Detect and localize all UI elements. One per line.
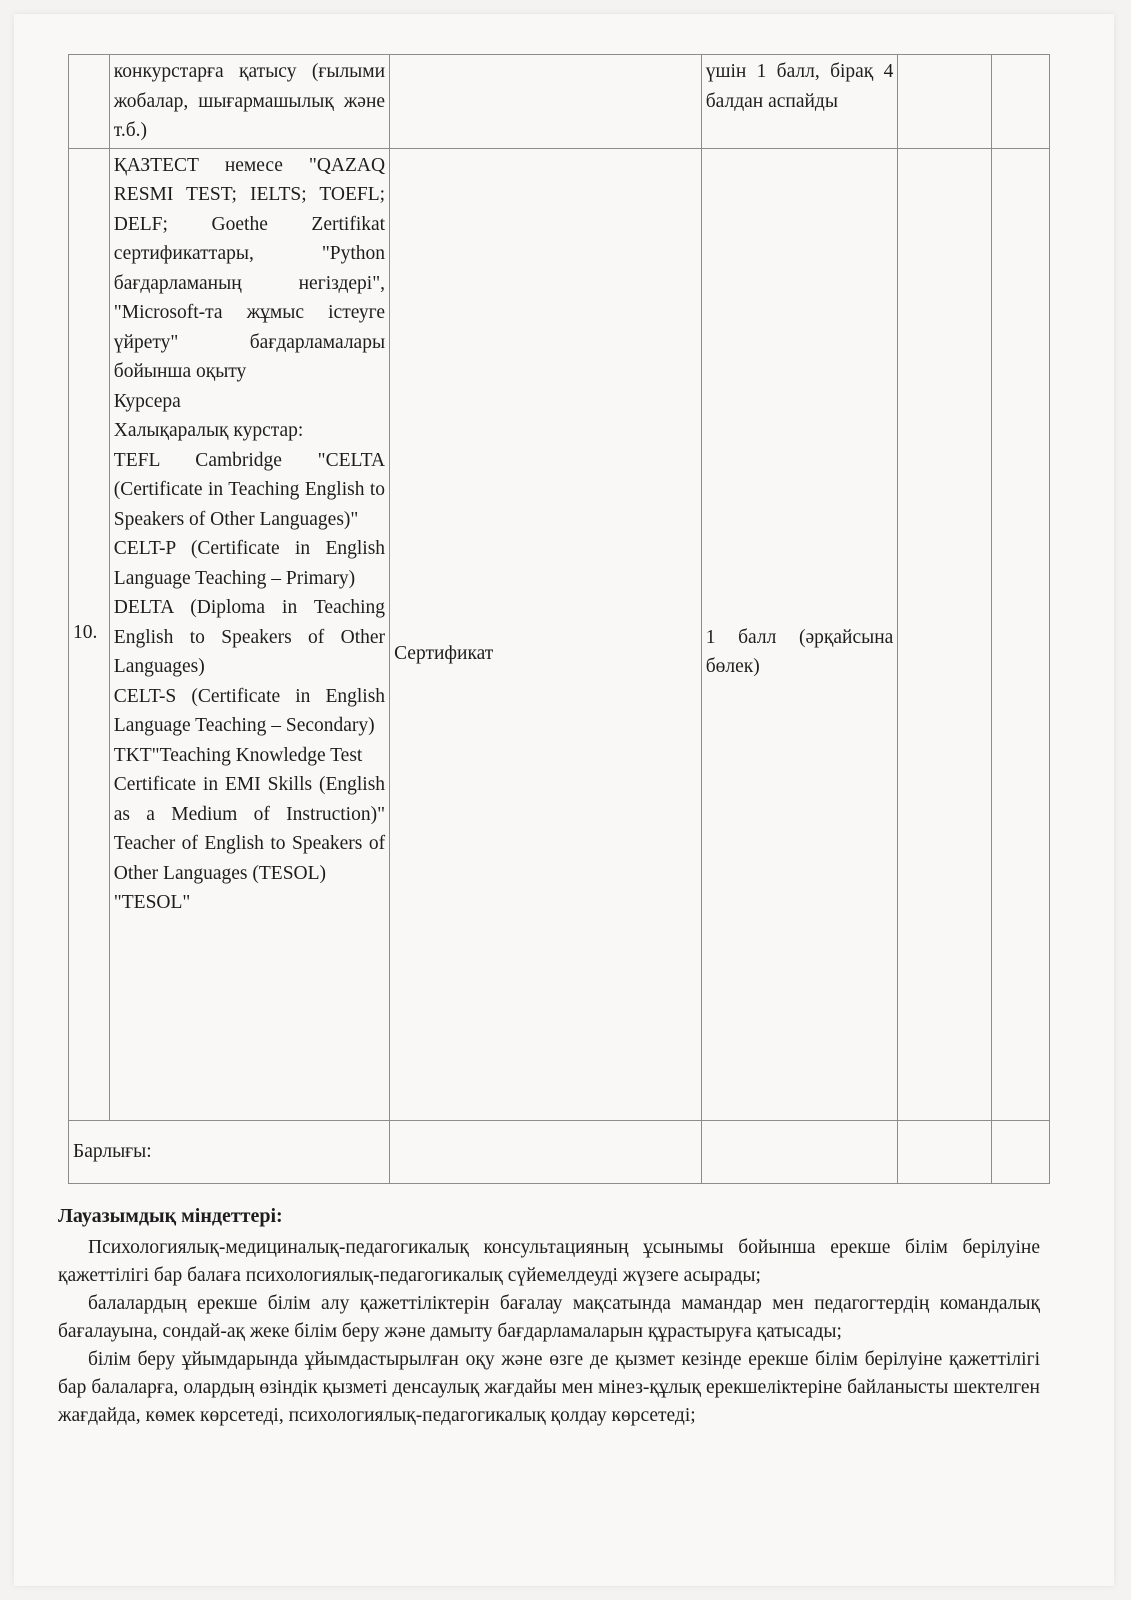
criterion-line: TEFL Cambridge "CELTA (Certificate in Teaching English to Speakers of Other Languages)" bbox=[113, 449, 386, 530]
duties-heading: Лауазымдық міндеттері: bbox=[58, 1205, 283, 1227]
table-row bbox=[69, 55, 1050, 149]
criterion-line: TKT"Teaching Knowledge Test bbox=[113, 744, 363, 766]
score-cell: 1 балл (әрқайсына бөлек) bbox=[701, 148, 898, 1120]
criterion-line: ҚАЗТЕСТ немесе "QAZAQ RESMI TEST; IELTS; TOEFL; DELF; Goethe Zertifikat сертификаттары, "Python бағдарламаның негіздері", "Microsoft-та жұмыс істеуге үйрету" бағдарламалары бойынша оқыту bbox=[113, 154, 386, 382]
criterion-line: Курсера bbox=[113, 390, 181, 412]
empty-cell bbox=[898, 1120, 992, 1183]
empty-cell bbox=[992, 55, 1050, 149]
document-cell bbox=[390, 55, 702, 149]
empty-cell bbox=[898, 148, 992, 1120]
document-cell: Сертификат bbox=[390, 148, 702, 1120]
duties-section bbox=[58, 1202, 1040, 1430]
criterion-line: "TESOL" bbox=[113, 892, 191, 913]
empty-cell bbox=[390, 1120, 702, 1183]
total-label: Барлығы: bbox=[69, 1120, 390, 1183]
score-cell: үшін 1 балл, бірақ 4 балдан аспайды bbox=[701, 55, 898, 149]
criterion-line: DELTA (Diploma in Teaching English to Speakers of Other Languages) bbox=[113, 597, 386, 677]
duty-paragraph: балалардың ерекше білім алу қажеттіліктерін бағалау мақсатында мамандар мен педагогтердің командалық бағалауына, сондай-ақ жеке білім беру және дамыту бағдарламаларын құрастыруға қатысады; bbox=[58, 1293, 1040, 1342]
row-number-cell bbox=[69, 55, 110, 149]
criterion-line: Certificate in EMI Skills (English as a Medium of Instruction)" Teacher of English to Speakers of Other Languages (TESOL) bbox=[113, 774, 386, 884]
criterion-cell: конкурстарға қатысу (ғылыми жобалар, шығармашылық және т.б.) bbox=[109, 55, 389, 149]
empty-cell bbox=[992, 148, 1050, 1120]
criteria-table bbox=[68, 54, 1050, 1184]
criterion-line: CELT-S (Certificate in English Language Teaching – Secondary) bbox=[113, 685, 386, 736]
table-row-total bbox=[69, 1120, 1050, 1183]
criterion-line: CELT-P (Certificate in English Language Teaching – Primary) bbox=[113, 538, 386, 589]
empty-cell bbox=[701, 1120, 898, 1183]
criterion-cell bbox=[109, 148, 389, 1120]
row-number-cell: 10. bbox=[69, 148, 110, 1120]
document-page bbox=[14, 14, 1114, 1586]
duty-paragraph: білім беру ұйымдарында ұйымдастырылған оқу және өзге де қызмет кезінде ерекше білім берілуіне қажеттілігі бар балаларға, олардың өзіндік қызметі денсаулық жағдайы мен мінез-құлық ерекшеліктеріне байланысты шектелген жағдайда, көмек көрсетеді, психологиялық-педагогикалық қолдау көрсетеді; bbox=[58, 1349, 1040, 1426]
empty-cell bbox=[992, 1120, 1050, 1183]
criterion-line: Халықаралық курстар: bbox=[113, 420, 304, 441]
empty-cell bbox=[898, 55, 992, 149]
duty-paragraph: Психологиялық-медициналық-педагогикалық консультацияның ұсынымы бойынша ерекше білім берілуіне қажеттілігі бар балаға психологиялық-педагогикалық сүйемелдеуді жүзеге асырады; bbox=[58, 1237, 1040, 1286]
table-row bbox=[69, 148, 1050, 1120]
